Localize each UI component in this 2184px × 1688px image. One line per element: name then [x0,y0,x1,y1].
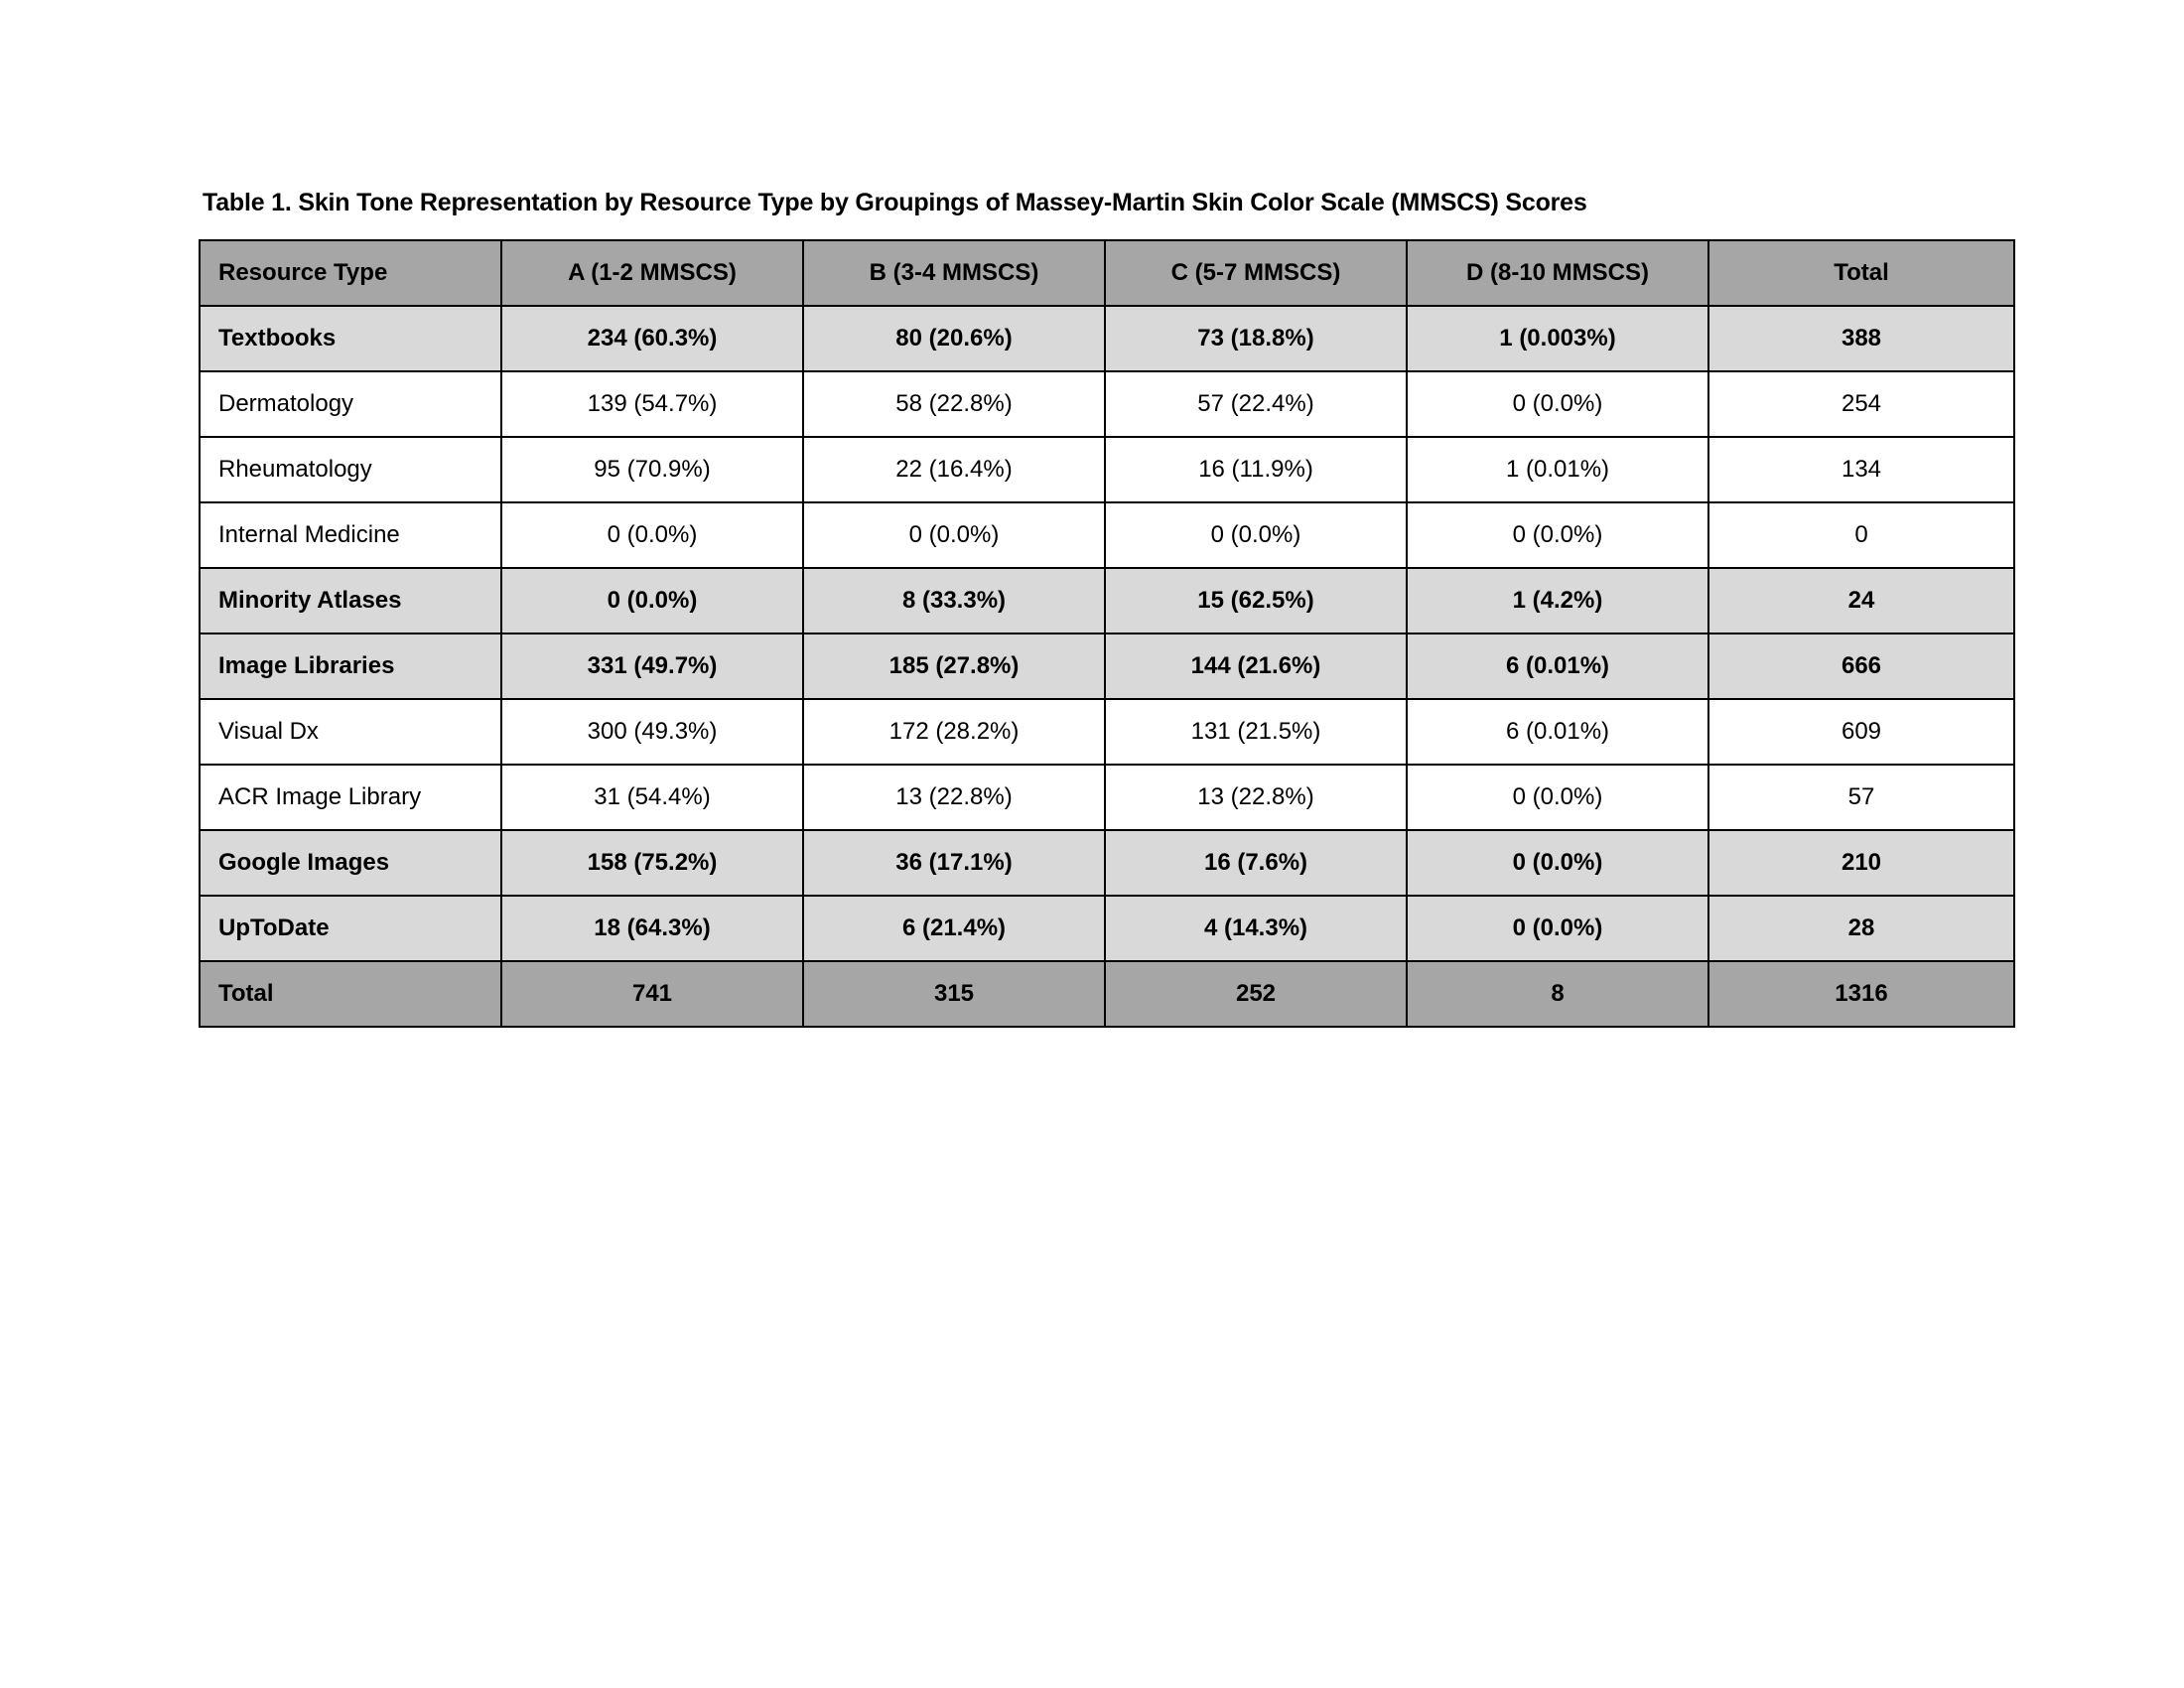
skin-tone-representation-table [199,239,2015,1028]
cell-a: 18 (64.3%) [501,896,803,961]
cell-total: 57 [1708,765,2014,830]
row-label: Visual Dx [200,699,501,765]
cell-c: 57 (22.4%) [1105,371,1407,437]
row-label: Google Images [200,830,501,896]
cell-total: 1316 [1708,961,2014,1027]
cell-a: 31 (54.4%) [501,765,803,830]
table-row [200,306,2014,371]
table-row [200,437,2014,502]
cell-a: 0 (0.0%) [501,568,803,633]
cell-d: 0 (0.0%) [1407,896,1708,961]
cell-b: 58 (22.8%) [803,371,1105,437]
cell-b: 6 (21.4%) [803,896,1105,961]
table-header [200,240,2014,306]
cell-d: 1 (0.003%) [1407,306,1708,371]
table-row [200,765,2014,830]
cell-total: 0 [1708,502,2014,568]
row-label: Total [200,961,501,1027]
row-label: Textbooks [200,306,501,371]
cell-c: 131 (21.5%) [1105,699,1407,765]
cell-total: 28 [1708,896,2014,961]
table-row [200,502,2014,568]
row-label: Rheumatology [200,437,501,502]
column-header-d: D (8-10 MMSCS) [1407,240,1708,306]
table-title: Table 1. Skin Tone Representation by Resource Type by Groupings of Massey-Martin Skin Color Scale (MMSCS) Scores [203,189,1587,216]
column-header-c: C (5-7 MMSCS) [1105,240,1407,306]
cell-d: 0 (0.0%) [1407,502,1708,568]
cell-a: 95 (70.9%) [501,437,803,502]
cell-d: 0 (0.0%) [1407,830,1708,896]
row-label: Minority Atlases [200,568,501,633]
column-header-a: A (1-2 MMSCS) [501,240,803,306]
cell-b: 80 (20.6%) [803,306,1105,371]
cell-b: 8 (33.3%) [803,568,1105,633]
row-label: ACR Image Library [200,765,501,830]
cell-c: 4 (14.3%) [1105,896,1407,961]
table-row [200,896,2014,961]
cell-b: 36 (17.1%) [803,830,1105,896]
cell-c: 73 (18.8%) [1105,306,1407,371]
cell-a: 0 (0.0%) [501,502,803,568]
cell-d: 1 (0.01%) [1407,437,1708,502]
row-label: Internal Medicine [200,502,501,568]
cell-c: 16 (7.6%) [1105,830,1407,896]
cell-total: 254 [1708,371,2014,437]
cell-c: 16 (11.9%) [1105,437,1407,502]
row-label: Image Libraries [200,633,501,699]
table-row [200,568,2014,633]
cell-total: 609 [1708,699,2014,765]
cell-b: 22 (16.4%) [803,437,1105,502]
cell-b: 172 (28.2%) [803,699,1105,765]
cell-c: 0 (0.0%) [1105,502,1407,568]
cell-a: 234 (60.3%) [501,306,803,371]
column-header-resource-type: Resource Type [200,240,501,306]
table-row [200,371,2014,437]
cell-b: 0 (0.0%) [803,502,1105,568]
cell-d: 0 (0.0%) [1407,371,1708,437]
cell-d: 0 (0.0%) [1407,765,1708,830]
table-header-row [200,240,2014,306]
cell-b: 315 [803,961,1105,1027]
row-label: UpToDate [200,896,501,961]
cell-d: 6 (0.01%) [1407,699,1708,765]
cell-b: 13 (22.8%) [803,765,1105,830]
cell-total: 388 [1708,306,2014,371]
cell-b: 185 (27.8%) [803,633,1105,699]
table-total-row [200,961,2014,1027]
cell-d: 6 (0.01%) [1407,633,1708,699]
table-row [200,699,2014,765]
cell-a: 300 (49.3%) [501,699,803,765]
cell-total: 210 [1708,830,2014,896]
cell-c: 15 (62.5%) [1105,568,1407,633]
cell-a: 139 (54.7%) [501,371,803,437]
cell-a: 741 [501,961,803,1027]
table-row [200,830,2014,896]
cell-d: 1 (4.2%) [1407,568,1708,633]
cell-a: 158 (75.2%) [501,830,803,896]
cell-total: 24 [1708,568,2014,633]
cell-total: 666 [1708,633,2014,699]
cell-c: 252 [1105,961,1407,1027]
row-label: Dermatology [200,371,501,437]
cell-c: 144 (21.6%) [1105,633,1407,699]
table-container [199,189,2015,1028]
cell-total: 134 [1708,437,2014,502]
table-body [200,306,2014,1027]
column-header-b: B (3-4 MMSCS) [803,240,1105,306]
table-row [200,633,2014,699]
cell-c: 13 (22.8%) [1105,765,1407,830]
cell-a: 331 (49.7%) [501,633,803,699]
cell-d: 8 [1407,961,1708,1027]
column-header-total: Total [1708,240,2014,306]
